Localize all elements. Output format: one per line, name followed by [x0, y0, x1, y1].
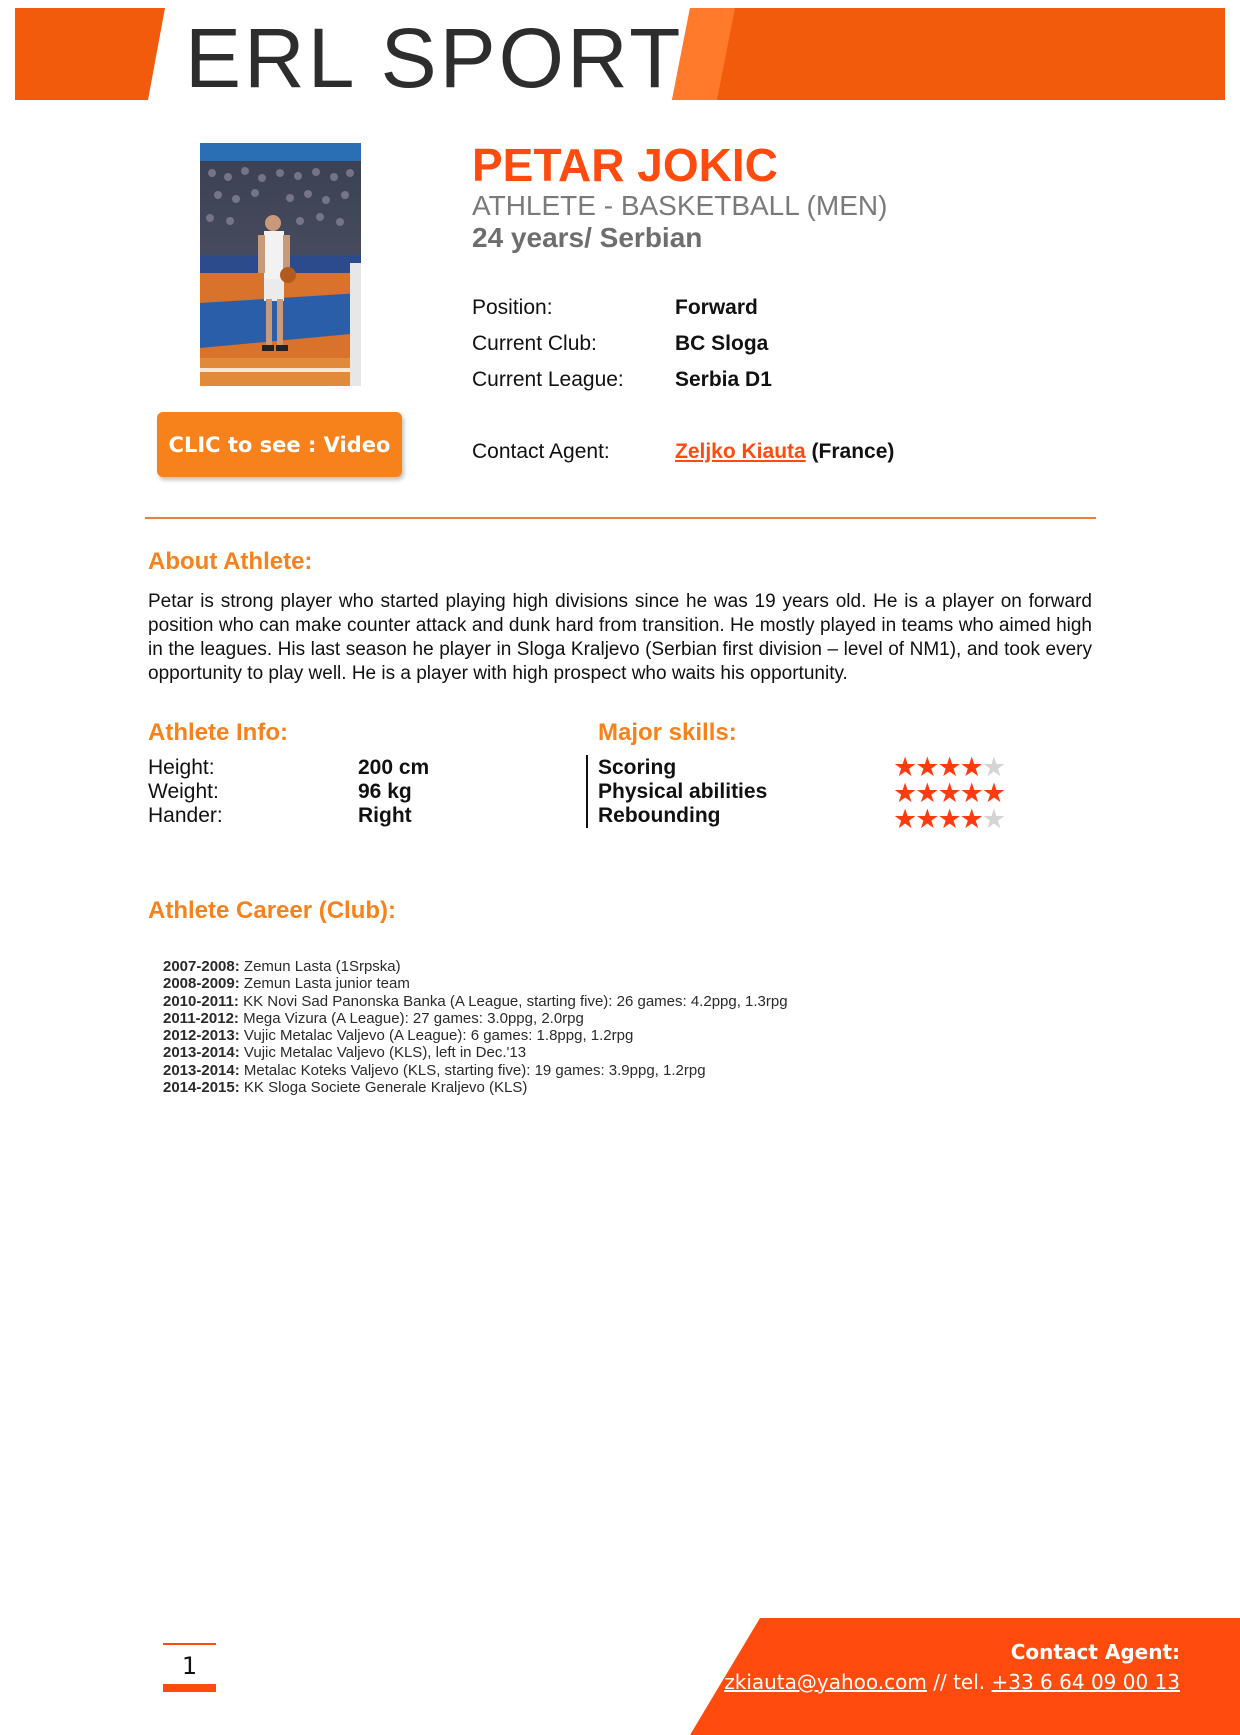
- career-entry: [163, 975, 788, 992]
- career-entry: [163, 1044, 788, 1061]
- star-filled-icon: ★: [937, 778, 960, 808]
- star-filled-icon: ★: [893, 778, 916, 808]
- career-years: 2013-2014:: [163, 1044, 240, 1062]
- league-value: Serbia D1: [675, 368, 772, 391]
- agent-name-link[interactable]: Zeljko Kiauta: [675, 440, 806, 463]
- info-value: Right: [358, 804, 412, 827]
- page-number-rule: [163, 1643, 216, 1645]
- agent-country: (France): [811, 440, 895, 463]
- athlete-age-nationality: 24 years/ Serbian: [472, 222, 703, 253]
- info-title: Athlete Info:: [148, 719, 288, 746]
- star-empty-icon: ★: [981, 804, 1005, 834]
- page-number-bar: [163, 1684, 216, 1692]
- career-text: Zemun Lasta (1Srpska): [243, 958, 401, 975]
- position-label: Position:: [472, 296, 553, 319]
- star-filled-icon: ★: [893, 752, 916, 782]
- career-text: KK Novi Sad Panonska Banka (A League, starting five): 26 games: 4.2ppg, 1.3rpg: [243, 992, 788, 1010]
- brand-logo: ERL SPORT: [185, 11, 684, 105]
- career-years: 2012-2013:: [163, 1027, 240, 1045]
- about-title: About Athlete:: [148, 548, 313, 575]
- skill-label: Scoring: [598, 756, 677, 779]
- athlete-photo: [200, 143, 361, 386]
- star-filled-icon: ★: [915, 778, 938, 808]
- star-filled-icon: ★: [893, 804, 916, 834]
- about-text: Petar is strong player who started playing high divisions since he was 19 years old. He is a player on forward position who can make counter attack and dunk hard from transition. He mostly played in teams who aimed high in the leagues. His last season he player in Sloga Kraljevo (Serbian first division – level of NM1), and took every opportunity to play well. He is a player with high prospect who waits his opportunity.: [148, 591, 1092, 684]
- star-filled-icon: ★: [915, 752, 938, 782]
- footer-tel-prefix: // tel.: [926, 1670, 992, 1694]
- career-entry: [163, 1027, 788, 1044]
- star-filled-icon: ★: [937, 752, 960, 782]
- career-text: Vujic Metalac Valjevo (KLS), left in Dec.'13: [243, 1044, 527, 1062]
- agent-label: Contact Agent:: [472, 440, 610, 463]
- footer-phone-link[interactable]: +33 6 64 09 00 13: [991, 1670, 1180, 1694]
- career-entry: [163, 1079, 788, 1096]
- career-text: Mega Vizura (A League): 27 games: 3.0ppg, 2.0rpg: [243, 1009, 584, 1027]
- star-filled-icon: ★: [937, 804, 960, 834]
- career-years: 2010-2011:: [163, 992, 239, 1010]
- footer-contact-title: Contact Agent:: [1010, 1640, 1180, 1664]
- career-entry: [163, 958, 788, 975]
- career-title: Athlete Career (Club):: [148, 897, 397, 924]
- star-filled-icon: ★: [959, 752, 982, 782]
- career-list: [163, 958, 788, 1096]
- star-filled-icon: ★: [981, 778, 1005, 808]
- career-years: 2011-2012:: [163, 1009, 239, 1027]
- skill-stars: [893, 754, 1004, 781]
- career-text: Metalac Koteks Valjevo (KLS, starting five): 19 games: 3.9ppg, 1.2rpg: [243, 1061, 706, 1079]
- career-text: KK Sloga Societe Generale Kraljevo (KLS): [243, 1079, 528, 1097]
- info-value: 96 kg: [358, 780, 412, 803]
- info-label: Hander:: [148, 804, 223, 827]
- star-filled-icon: ★: [915, 804, 938, 834]
- career-years: 2014-2015:: [163, 1079, 240, 1097]
- athlete-subtitle: ATHLETE - BASKETBALL (MEN): [472, 190, 888, 221]
- skill-stars: [893, 780, 1004, 807]
- position-value: Forward: [675, 296, 758, 319]
- star-filled-icon: ★: [959, 804, 982, 834]
- section-divider: [145, 517, 1096, 519]
- career-years: 2008-2009:: [163, 975, 240, 993]
- page-number: 1: [181, 1652, 198, 1680]
- header-banner: [0, 0, 1240, 110]
- agent-value: [675, 440, 894, 464]
- footer-email-link[interactable]: zkiauta@yahoo.com: [724, 1670, 927, 1694]
- career-text: Zemun Lasta junior team: [243, 975, 410, 993]
- league-label: Current League:: [472, 368, 624, 391]
- star-empty-icon: ★: [981, 752, 1005, 782]
- column-separator: [586, 755, 588, 828]
- skills-title: Major skills:: [598, 719, 737, 746]
- career-years: 2013-2014:: [163, 1061, 240, 1079]
- career-years: 2007-2008:: [163, 958, 240, 975]
- star-filled-icon: ★: [959, 778, 982, 808]
- career-entry: [163, 1010, 788, 1027]
- skill-label: Rebounding: [598, 804, 721, 827]
- skill-label: Physical abilities: [598, 780, 768, 803]
- info-value: 200 cm: [358, 756, 430, 779]
- info-label: Height:: [148, 756, 215, 779]
- career-entry: [163, 993, 788, 1010]
- athlete-name: PETAR JOKIC: [472, 139, 778, 191]
- club-value: BC Sloga: [675, 332, 769, 355]
- video-button[interactable]: CLIC to see : Video: [157, 412, 402, 477]
- footer-contact-line: [724, 1670, 1180, 1694]
- career-text: Vujic Metalac Valjevo (A League): 6 games: 1.8ppg, 1.2rpg: [243, 1027, 634, 1045]
- info-label: Weight:: [148, 780, 219, 803]
- club-label: Current Club:: [472, 332, 597, 355]
- skill-stars: [893, 806, 1004, 833]
- career-entry: [163, 1062, 788, 1079]
